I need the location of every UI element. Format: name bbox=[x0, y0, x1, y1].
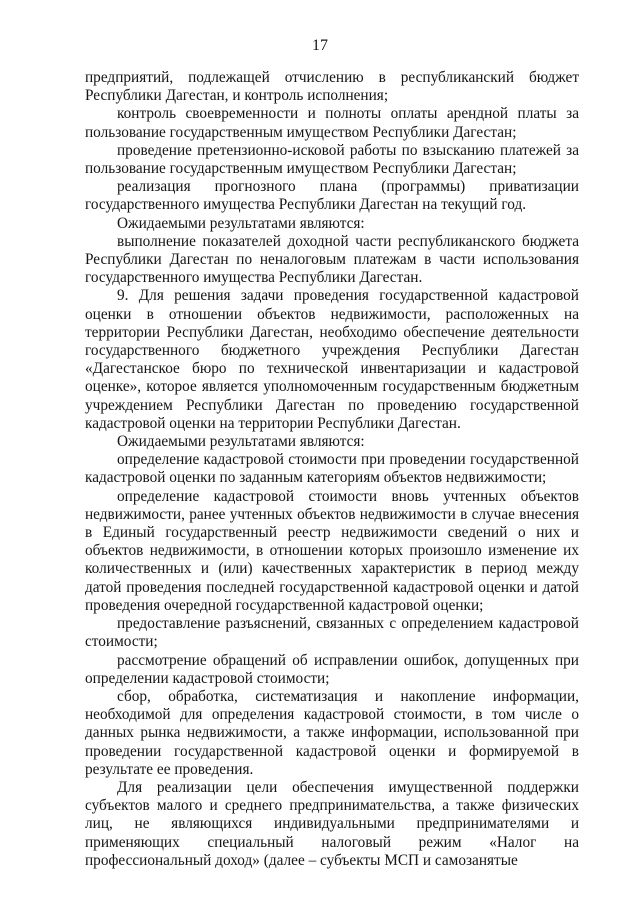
paragraph: контроль своевременности и полноты оплаты арендной платы за пользование государственным имуществом Республики Дагестан; bbox=[85, 105, 579, 141]
paragraph: Ожидаемыми результатами являются: bbox=[117, 433, 365, 451]
paragraph: выполнение показателей доходной части республиканского бюджета Республики Дагестан по неналоговым платежам в части использования государственного имущества Республики Дагестан. bbox=[85, 232, 579, 287]
paragraph: рассмотрение обращений об исправлении ошибок, допущенных при определении кадастровой стоимости; bbox=[85, 651, 579, 687]
page-number: 17 bbox=[312, 37, 328, 54]
paragraph: Для реализации цели обеспечения имущественной поддержки субъектов малого и среднего предпринимательства, а также физических лиц, не являющихся индивидуальными предпринимателями и применяющих специальный налоговый режим «Налог на профессиональный доход» (далее – субъекты МСП и самозанятые bbox=[85, 778, 579, 869]
paragraph: реализация прогнозного плана (программы) приватизации государственного имущества Республики Дагестан на текущий год. bbox=[85, 178, 579, 214]
paragraph: проведение претензионно-исковой работы по взысканию платежей за пользование государственным имуществом Республики Дагестан; bbox=[85, 141, 579, 178]
paragraph: сбор, обработка, систематизация и накопление информации, необходимой для определения кадастровой стоимости, в том числе о данных рынка недвижимости, а также информации, использованной при проведении государственной кадастровой оценки и формируемой в результате ее проведения. bbox=[85, 687, 579, 778]
paragraph: определение кадастровой стоимости при проведении государственной кадастровой оценки по заданным категориям объектов недвижимости; bbox=[85, 451, 579, 487]
paragraph: предоставление разъяснений, связанных с определением кадастровой стоимости; bbox=[85, 615, 579, 651]
document-body bbox=[85, 69, 579, 870]
paragraph: 9. Для решения задачи проведения государственной кадастровой оценки в отношении объектов недвижимости, расположенных на территории Республики Дагестан, необходимо обеспечение деятельности государственного бюджетного учреждения Республики Дагестан «Дагестанское бюро по технической инвентаризации и кадастровой оценке», которое является уполномоченным государственным бюджетным учреждением Республики Дагестан по проведению государственной кадастровой оценки на территории Республики Дагестан. bbox=[85, 287, 579, 432]
paragraph: Ожидаемыми результатами являются: bbox=[117, 214, 365, 232]
paragraph: определение кадастровой стоимости вновь учтенных объектов недвижимости, ранее учтенных объектов недвижимости в случае внесения в Единый государственный реестр недвижимости сведений о них и объектов недвижимости, в отношении которых произошло изменение их количественных и (или) качественных характеристик в период между датой проведения последней государственной кадастровой оценки и датой проведения очередной государственной кадастровой оценки; bbox=[85, 487, 579, 614]
paragraph: предприятий, подлежащей отчислению в республиканский бюджет Республики Дагестан, и контроль исполнения; bbox=[85, 69, 579, 105]
